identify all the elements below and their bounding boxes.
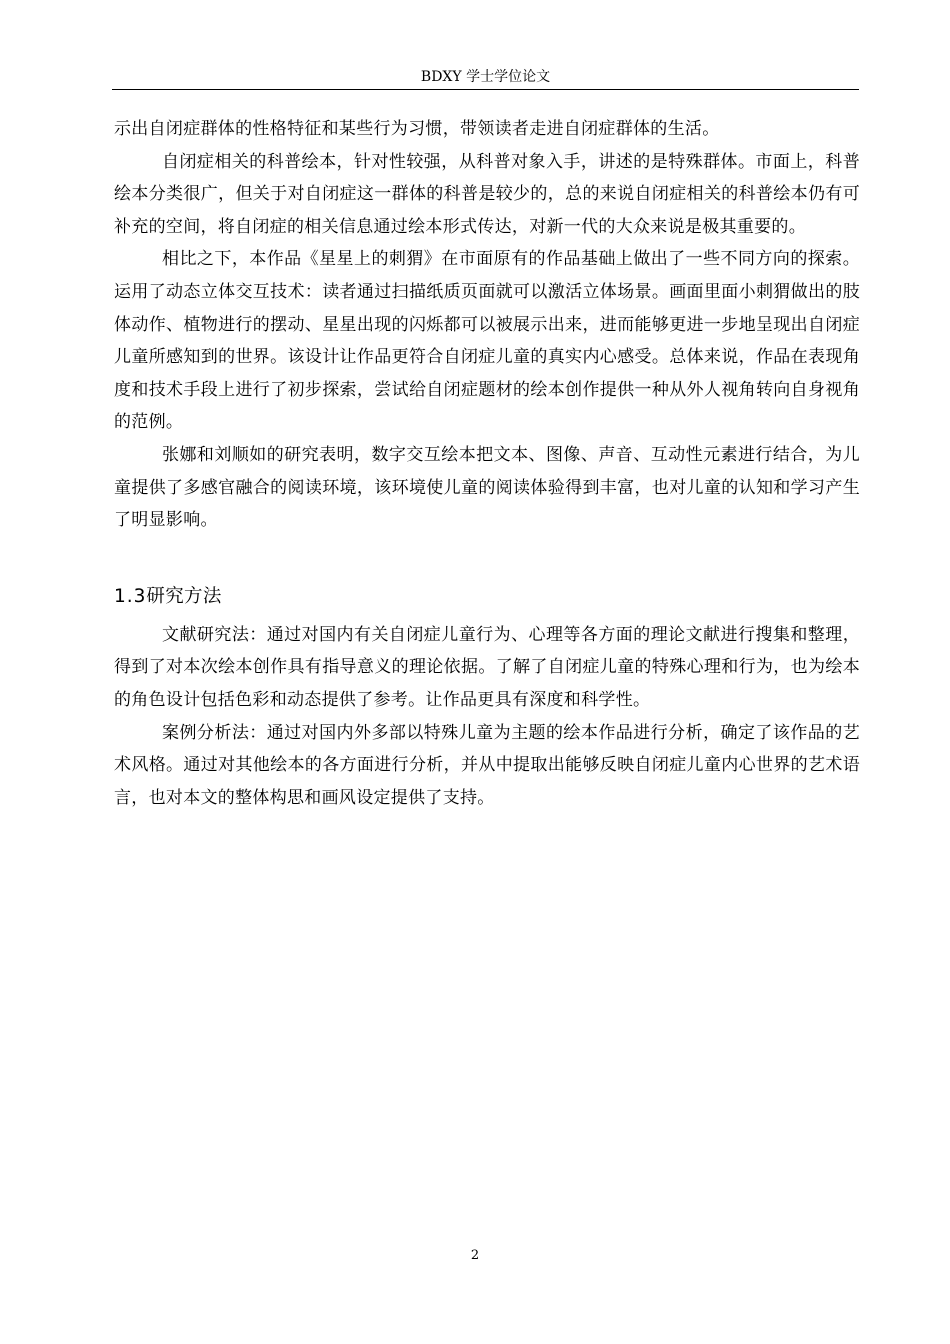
- header-title: BDXY 学士学位论文: [420, 69, 551, 85]
- paragraph-research-citation: 张娜和刘顺如的研究表明，数字交互绘本把文本、图像、声音、互动性元素进行结合，为儿童提供了多感官融合的阅读环境，该环境使儿童的阅读体验得到丰富，也对儿童的认知和学习产生了明显影响。: [114, 444, 860, 531]
- page-body: [114, 113, 860, 814]
- paragraph-work-exploration: 相比之下，本作品《星星上的刺猬》在市面原有的作品基础上做出了一些不同方向的探索。运用了动态立体交互技术：读者通过扫描纸质页面就可以激活立体场景。画面里面小刺猬做出的肢体动作、植物进行的摆动、星星出现的闪烁都可以被展示出来，进而能够更进一步地呈现出自闭症儿童所感知到的世界。该设计让作品更符合自闭症儿童的真实内心感受。总体来说，作品在表现角度和技术手段上进行了初步探索，尝试给自闭症题材的绘本创作提供一种从外人视角转向自身视角的范例。: [114, 249, 860, 433]
- section-heading: [114, 583, 860, 611]
- section-number: 1.3: [114, 585, 147, 607]
- page-number: 2: [470, 1248, 480, 1263]
- page-header: [112, 68, 859, 90]
- paragraph-case-analysis-method: 案例分析法：通过对国内外多部以特殊儿童为主题的绘本作品进行分析，确定了该作品的艺术风格。通过对其他绘本的各方面进行分析，并从中提取出能够反映自闭症儿童内心世界的艺术语言，也对本文的整体构思和画风设定提供了支持。: [114, 722, 860, 808]
- section-title: 研究方法: [146, 585, 222, 607]
- paragraph-continuation: 示出自闭症群体的性格特征和某些行为习惯，带领读者走进自闭症群体的生活。: [114, 119, 720, 139]
- paragraph-popular-science: 自闭症相关的科普绘本，针对性较强，从科普对象入手，讲述的是特殊群体。市面上，科普绘本分类很广，但关于对自闭症这一群体的科普是较少的，总的来说自闭症相关的科普绘本仍有可补充的空间，将自闭症的相关信息通过绘本形式传达，对新一代的大众来说是极其重要的。: [114, 151, 860, 237]
- paragraph-literature-method: 文献研究法：通过对国内有关自闭症儿童行为、心理等各方面的理论文献进行搜集和整理，得到了对本次绘本创作具有指导意义的理论依据。了解了自闭症儿童的特殊心理和行为，也为绘本的角色设计包括色彩和动态提供了参考。让作品更具有深度和科学性。: [114, 624, 860, 710]
